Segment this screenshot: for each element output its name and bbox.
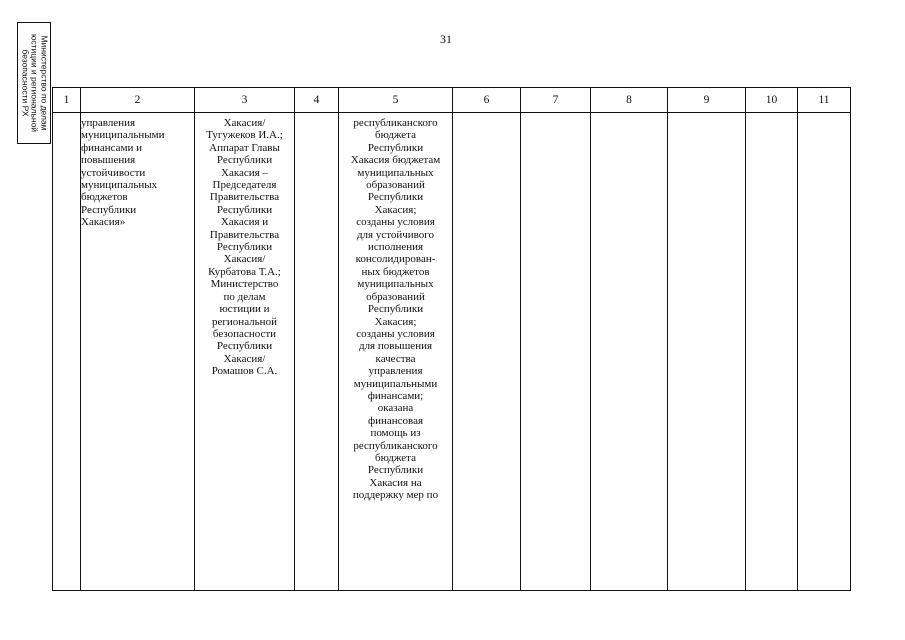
cell-text-line: Ромашов С.А.: [211, 365, 278, 378]
cell-text-line: ных бюджетов: [361, 265, 430, 278]
cell-text-line: образований: [366, 179, 425, 192]
cell-text-line: Хакасия»: [81, 216, 126, 229]
cell-text-line: республиканского: [353, 439, 438, 452]
cell-col-11: [798, 113, 851, 591]
cell-col-6: [453, 113, 521, 591]
cell-text-line: Правительства: [209, 191, 280, 204]
cell-text-line: финансовая: [367, 414, 424, 427]
cell-text-line: Хакасия;: [374, 315, 417, 328]
cell-text-line: Республики: [216, 154, 273, 167]
header-cell-2: 2: [81, 88, 195, 113]
cell-text-line: муниципальных: [357, 278, 434, 291]
cell-text-line: оказана: [377, 402, 414, 415]
data-table: [52, 87, 851, 591]
cell-text-line: управления: [81, 117, 136, 129]
cell-text-line: безопасности: [212, 327, 277, 340]
cell-col-9: [668, 113, 746, 591]
cell-text-line: муниципальными: [81, 129, 165, 142]
cell-text-line: Республики: [367, 464, 424, 477]
cell-text-line: управления: [368, 365, 423, 378]
cell-text-line: юстиции и: [219, 303, 270, 316]
cell-text-line: бюджета: [374, 129, 416, 142]
stamp-line: безопасности РХ: [20, 49, 31, 117]
cell-text-line: бюджетов: [81, 191, 128, 204]
cell-text-line: Хакасия;: [374, 203, 417, 216]
cell-text-line: Республики: [81, 203, 137, 216]
cell-col-8: [591, 113, 668, 591]
cell-text-line: устойчивости: [81, 166, 146, 179]
header-cell-4: 4: [295, 88, 339, 113]
header-cell-1: 1: [53, 88, 81, 113]
header-cell-8: 8: [591, 88, 668, 113]
cell-text-line: Правительства: [209, 228, 280, 241]
header-cell-3: 3: [195, 88, 295, 113]
cell-text-line: Республики: [216, 241, 273, 254]
cell-text-line: Республики: [216, 203, 273, 216]
cell-text-line: Тугужеков И.А.;: [206, 129, 283, 142]
cell-text-line: Аппарат Главы: [209, 141, 280, 154]
header-cell-6: 6: [453, 88, 521, 113]
cell-text-line: качества: [375, 352, 416, 365]
cell-text-line: созданы условия: [356, 327, 435, 340]
cell-text-line: консолидирован-: [355, 253, 436, 266]
cell-text-line: Хакасия бюджетам: [350, 154, 441, 167]
cell-col-7: [521, 113, 591, 591]
cell-text-line: Хакасия/: [223, 117, 266, 129]
cell-text-line: Хакасия на: [369, 476, 422, 489]
table-row: [53, 113, 851, 591]
cell-text-line: Республики: [367, 303, 424, 316]
stamp-line: Министерство по делам: [39, 35, 50, 131]
header-row: [53, 88, 851, 113]
cell-text-line: Курбатова Т.А.;: [208, 265, 281, 278]
cell-text-line: финансами и: [81, 141, 143, 154]
cell-text-line: бюджета: [374, 451, 416, 464]
cell-col-5: [339, 113, 453, 591]
cell-text-line: помощь из: [370, 427, 421, 440]
cell-text-line: республиканского: [353, 117, 438, 129]
cell-col-1: [53, 113, 81, 591]
cell-col-2: [81, 113, 195, 591]
stamp-text: [20, 24, 49, 142]
cell-text-line: Хакасия и: [220, 216, 269, 229]
header-cell-10: 10: [746, 88, 798, 113]
cell-text-line: Хакасия/: [223, 253, 266, 266]
cell-text-line: Министерство: [210, 278, 279, 291]
cell-text-line: финансами;: [367, 389, 424, 402]
cell-text-line: для повышения: [358, 340, 433, 353]
cell-text-line: региональной: [212, 315, 277, 328]
cell-text-line: Хакасия –: [221, 166, 268, 179]
cell-text-line: Республики: [367, 141, 424, 154]
header-cell-11: 11: [798, 88, 851, 113]
header-cell-5: 5: [339, 88, 453, 113]
cell-col-10: [746, 113, 798, 591]
cell-text-line: созданы условия: [356, 216, 435, 229]
cell-text-line: муниципальных: [357, 166, 434, 179]
stamp-line: юстиции и региональной: [29, 33, 40, 133]
cell-text-line: по делам: [223, 290, 266, 303]
cell-text-line: образований: [366, 290, 425, 303]
page-number: 31: [440, 32, 452, 46]
cell-text-line: Республики: [367, 191, 424, 204]
cell-text-line: исполнения: [367, 241, 424, 254]
ministry-stamp: [17, 22, 51, 144]
header-cell-7: 7: [521, 88, 591, 113]
cell-text-line: поддержку мер по: [352, 489, 439, 502]
cell-text-line: Республики: [216, 340, 273, 353]
cell-text-line: для устойчивого: [356, 228, 435, 241]
cell-text-line: повышения: [81, 154, 136, 167]
cell-col-4: [295, 113, 339, 591]
cell-text-line: Председателя: [212, 179, 277, 192]
cell-text-line: муниципальных: [81, 179, 158, 192]
header-cell-9: 9: [668, 88, 746, 113]
cell-text-line: Хакасия/: [223, 352, 266, 365]
cell-text-line: муниципальными: [353, 377, 438, 390]
cell-col-3: [195, 113, 295, 591]
